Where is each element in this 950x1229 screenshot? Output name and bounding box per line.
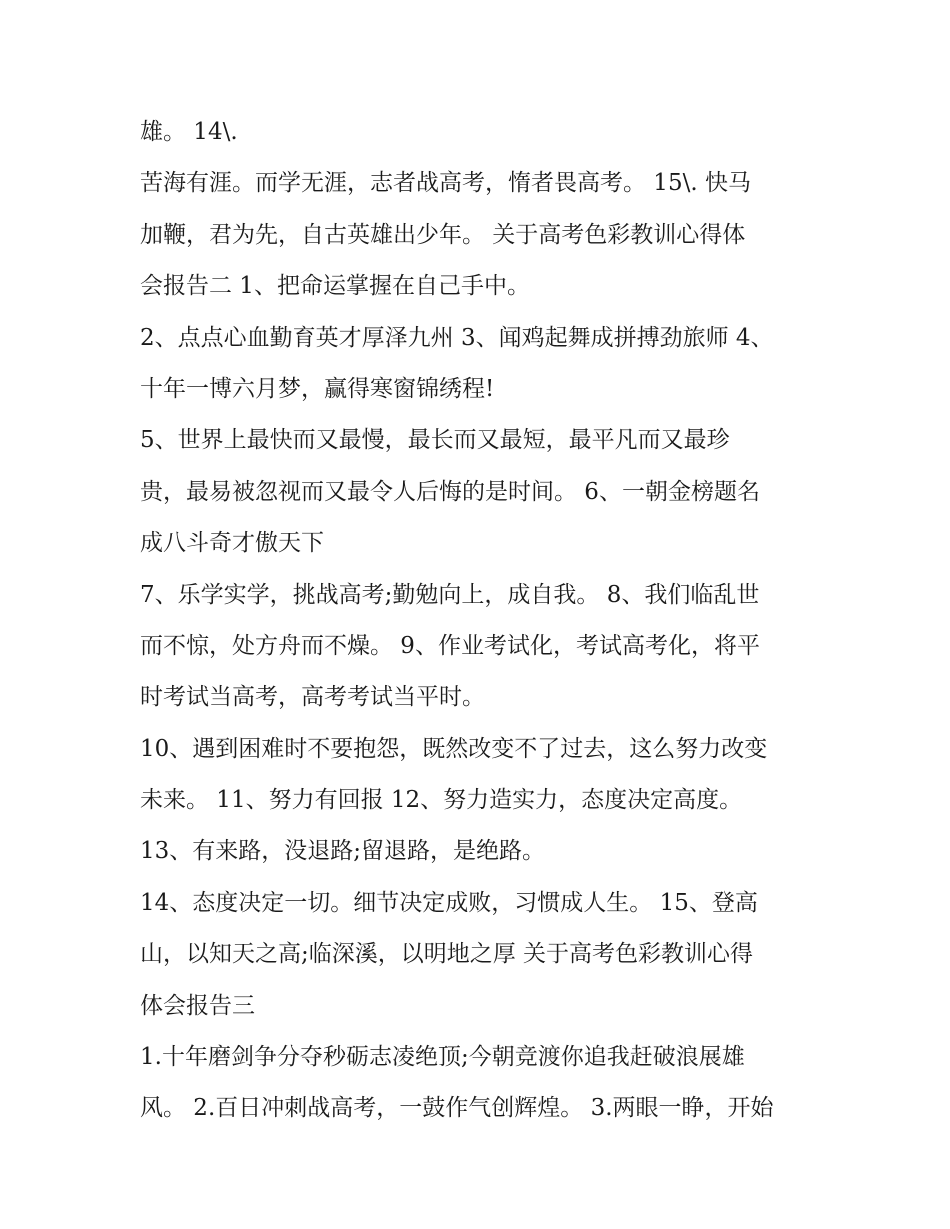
text-line: 山，以知天之高;临深溪，以明地之厚 关于高考色彩教训心得 (140, 941, 754, 968)
text-line: 雄。 14\. (140, 119, 238, 145)
body-text (140, 107, 820, 1135)
text-line: 5、世界上最快而又最慢，最长而又最短，最平凡而又最珍 (140, 427, 730, 454)
text-line: 而不惊，处方舟而不燥。 9、作业考试化，考试高考化，将平 (140, 632, 760, 659)
text-line: 13、有来路，没退路;留退路，是绝路。 (140, 838, 546, 865)
text-line: 会报告二 1、把命运掌握在自己手中。 (140, 273, 530, 300)
text-line: 14、态度决定一切。细节决定成败，习惯成人生。 15、登高 (140, 889, 758, 916)
text-line: 2、点点心血勤育英才厚泽九州 3、闻鸡起舞成拼搏劲旅师 4、 (140, 324, 774, 351)
text-line: 十年一博六月梦，赢得寒窗锦绣程! (140, 375, 495, 402)
text-line: 1.十年磨剑争分夺秒砺志凌绝顶;今朝竞渡你追我赶破浪展雄 (140, 1044, 745, 1071)
text-line: 7、乐学实学，挑战高考;勤勉向上，成自我。 8、我们临乱世 (140, 581, 760, 608)
text-line: 风。 2.百日冲刺战高考，一鼓作气创辉煌。 3.两眼一睁，开始 (140, 1095, 774, 1122)
text-line: 加鞭，君为先，自古英雄出少年。 关于高考色彩教训心得体 (140, 221, 746, 248)
text-line: 体会报告三 (140, 992, 255, 1019)
text-line: 苦海有涯。而学无涯，志者战高考，惰者畏高考。 15\. 快马 (140, 170, 751, 197)
text-line: 时考试当高考，高考考试当平时。 (140, 684, 485, 711)
text-line: 成八斗奇才傲天下 (140, 530, 324, 557)
text-line: 贵，最易被忽视而又最令人后悔的是时间。 6、一朝金榜题名 (140, 478, 760, 505)
text-line: 10、遇到困难时不要抱怨，既然改变不了过去，这么努力改变 (140, 735, 768, 762)
text-line: 未来。 11、努力有回报 12、努力造实力，态度决定高度。 (140, 787, 743, 814)
